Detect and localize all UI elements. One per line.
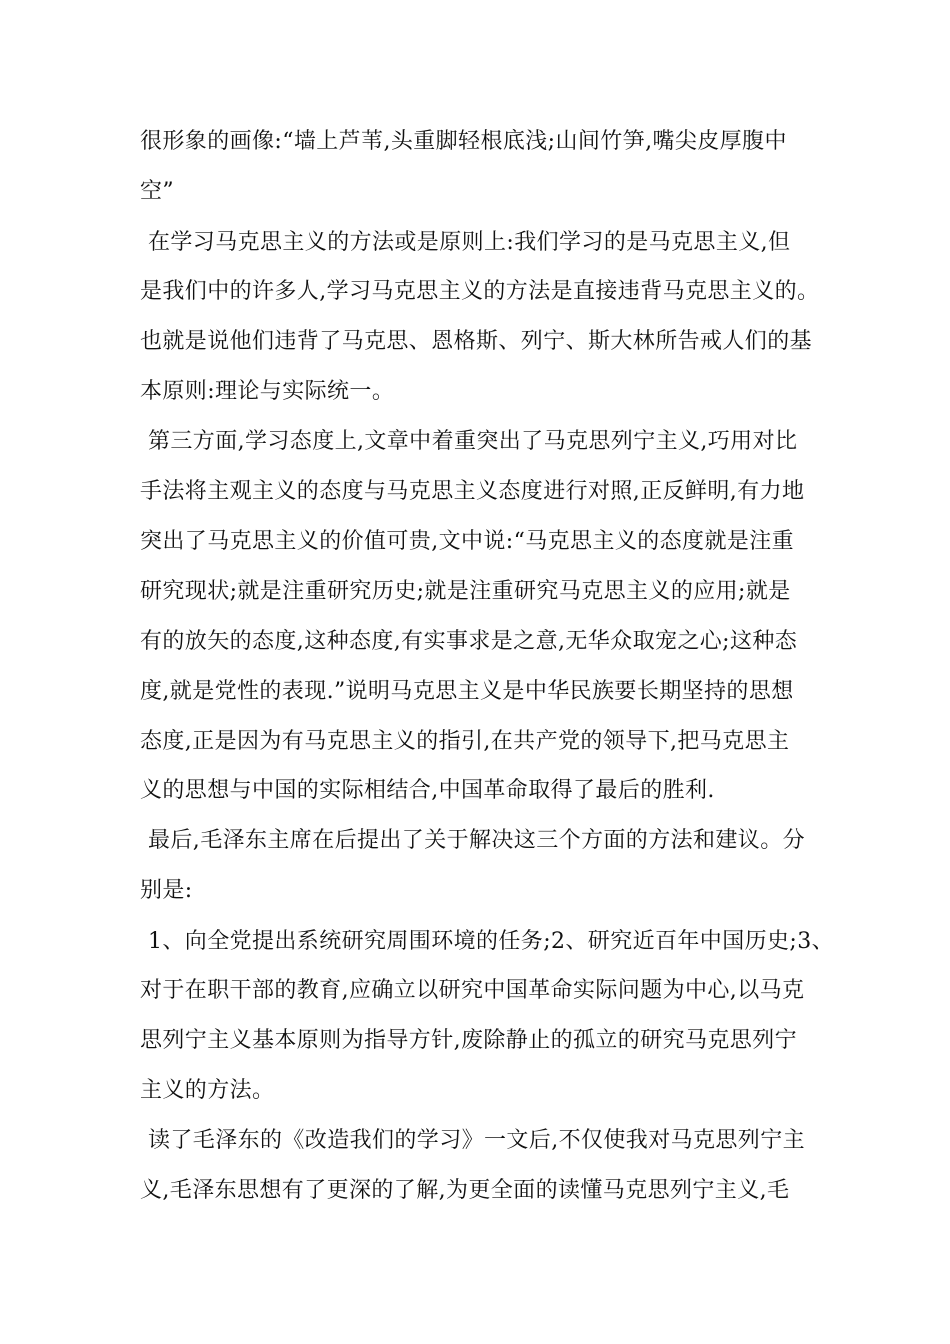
- text-line: 本原则:理论与实际统一。: [140, 379, 395, 404]
- text-line: 度,就是党性的表现.”说明马克思主义是中华民族要长期坚持的思想: [140, 679, 794, 704]
- text-line: 是我们中的许多人,学习马克思主义的方法是直接违背马克思主义的。: [140, 279, 820, 304]
- paragraph-first-line: 最后,毛泽东主席在后提出了关于解决这三个方面的方法和建议。分: [148, 828, 805, 853]
- text-line: 态度,正是因为有马克思主义的指引,在共产党的领导下,把马克思主: [140, 729, 790, 754]
- paragraph-first-line: 1、向全党提出系统研究周围环境的任务;2、研究近百年中国历史;3、: [148, 929, 835, 954]
- text-line: 思列宁主义基本原则为指导方针,废除静止的孤立的研究马克思列宁: [140, 1028, 797, 1053]
- text-line: 有的放矢的态度,这种态度,有实事求是之意,无华众取宠之心;这种态: [140, 629, 798, 654]
- text-line: 也就是说他们违背了马克思、恩格斯、列宁、斯大林所告戒人们的基: [140, 329, 813, 354]
- text-line: 主义的方法。: [140, 1078, 275, 1103]
- paragraph-first-line: 读了毛泽东的《改造我们的学习》一文后,不仅使我对马克思列宁主: [148, 1128, 805, 1153]
- text-line: 义的思想与中国的实际相结合,中国革命取得了最后的胜利.: [140, 778, 715, 803]
- text-line: 研究现状;就是注重研究历史;就是注重研究马克思主义的应用;就是: [140, 579, 791, 604]
- text-line: 空”: [140, 179, 175, 204]
- text-line: 对于在职干部的教育,应确立以研究中国革命实际问题为中心,以马克: [140, 978, 805, 1003]
- paragraph-first-line: 第三方面,学习态度上,文章中着重突出了马克思列宁主义,巧用对比: [148, 429, 798, 454]
- text-line: 义,毛泽东思想有了更深的了解,为更全面的读懂马克思列宁主义,毛: [140, 1178, 790, 1203]
- text-line: 手法将主观主义的态度与马克思主义态度进行对照,正反鲜明,有力地: [140, 479, 805, 504]
- text-line: 突出了马克思主义的价值可贵,文中说:“马克思主义的态度就是注重: [140, 529, 795, 554]
- paragraph-first-line: 在学习马克思主义的方法或是原则上:我们学习的是马克思主义,但: [148, 230, 791, 255]
- text-line: 别是:: [140, 878, 193, 903]
- text-line: 很形象的画像:“墙上芦苇,头重脚轻根底浅;山间竹笋,嘴尖皮厚腹中: [140, 129, 787, 154]
